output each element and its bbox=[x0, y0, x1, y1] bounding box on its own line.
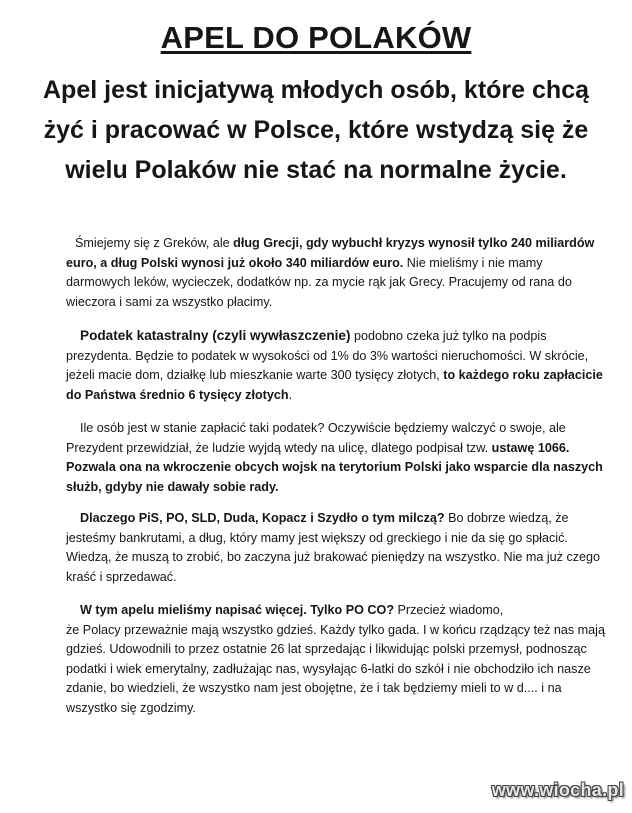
text: . bbox=[288, 387, 293, 402]
text: Prezydent przewidział, że ludzie wyjdą wtedy na ulicę, dlatego podpisał tzw. bbox=[66, 440, 492, 455]
text: Ile osób jest w stanie zapłacić taki podatek? Oczywiście będziemy walczyć o swoje, ale bbox=[80, 421, 566, 435]
paragraph-politicians-silence bbox=[66, 509, 601, 587]
text: podatki i wiek emerytalny, zadłużając nas, wysyłając 6-latki do szkół i nie obchodziło ich nasze bbox=[66, 661, 591, 676]
paragraph-act-1066 bbox=[66, 419, 603, 497]
bold-text: służb, gdyby nie dawały sobie rady. bbox=[66, 479, 279, 494]
bold-text: W tym apelu mieliśmy napisać więcej. Tylko PO CO? bbox=[80, 603, 395, 617]
headline bbox=[18, 70, 614, 190]
text: gdzieś. Udowodnili to przez ostatnie 26 lat sprzedając i likwidując polski przemysł, podnosząc bbox=[66, 642, 587, 656]
bold-text: Dlaczego PiS, PO, SLD, Duda, Kopacz i Szydło o tym milczą? bbox=[80, 511, 445, 525]
paragraph-greek-debt bbox=[66, 234, 596, 312]
text: podobno czeka już tylko na podpis bbox=[350, 329, 547, 343]
bold-text: to każdego roku zapłacicie bbox=[443, 368, 603, 382]
paragraph-cadastral-tax bbox=[66, 326, 603, 405]
bold-text: Pozwala ona na wkroczenie obcych wojsk na terytorium Polski jako wsparcie dla naszych bbox=[66, 460, 603, 474]
bold-text: do Państwa średnio 6 tysięcy złotych bbox=[66, 387, 289, 402]
text: że Polacy przeważnie mają wszystko gdzieś. Każdy tylko gada. I w końcu rządzący też nas mają bbox=[66, 622, 605, 637]
text: jesteśmy bankrutami, a dług, który mamy jest większy od greckiego i nie da się go spłacić. bbox=[66, 530, 568, 545]
text: Śmiejemy się z Greków, ale bbox=[75, 236, 234, 250]
headline-line: Apel jest inicjatywą młodych osób, które chcą bbox=[43, 76, 589, 104]
headline-line: wielu Polaków nie stać na normalne życie. bbox=[65, 156, 567, 184]
text: wieczora i sami za wszystko płacimy. bbox=[66, 294, 273, 309]
text: darmowych leków, wycieczek, dodatków np. za mycie rąk jak Grecy. Pracujemy od rana do bbox=[66, 275, 572, 289]
text: Nie mieliśmy i nie mamy bbox=[403, 255, 543, 270]
text: Przecież wiadomo, bbox=[394, 603, 504, 617]
bold-text: ustawę 1066. bbox=[491, 440, 570, 455]
bold-text: Podatek katastralny (czyli wywłaszczenie) bbox=[80, 328, 351, 343]
paragraph-appeal-end bbox=[66, 601, 605, 718]
bold-text: euro, a dług Polski wynosi już około 340 miliardów euro. bbox=[66, 255, 404, 270]
text: prezydenta. Będzie to podatek w wysokości od 1% do 3% wartości nieruchomości. W skrócie, bbox=[66, 348, 589, 363]
text: Bo dobrze wiedzą, że bbox=[444, 511, 569, 525]
watermark: www.wiocha.pl bbox=[491, 780, 624, 800]
headline-line: żyć i pracować w Polsce, które wstydzą się że bbox=[43, 116, 589, 144]
text: zdanie, bo wiedzieli, że wszystko nam jest obojętne, że i tak będziemy mieli to w d.... i na bbox=[66, 681, 562, 695]
text: kraść i sprzedawać. bbox=[66, 569, 177, 584]
page-title: APEL DO POLAKÓW bbox=[160, 20, 472, 55]
text: Wiedzą, że muszą to zrobić, bo zaczyna już brakować pieniędzy na wszystko. Nie ma już czego bbox=[66, 550, 601, 564]
bold-text: dług Grecji, gdy wybuchł kryzys wynosił tylko 240 miliardów bbox=[233, 236, 595, 250]
text: wszystko się zgodzimy. bbox=[66, 700, 196, 715]
text: jeżeli macie dom, działkę lub mieszkanie warte 300 tysięcy złotych, bbox=[66, 368, 444, 382]
